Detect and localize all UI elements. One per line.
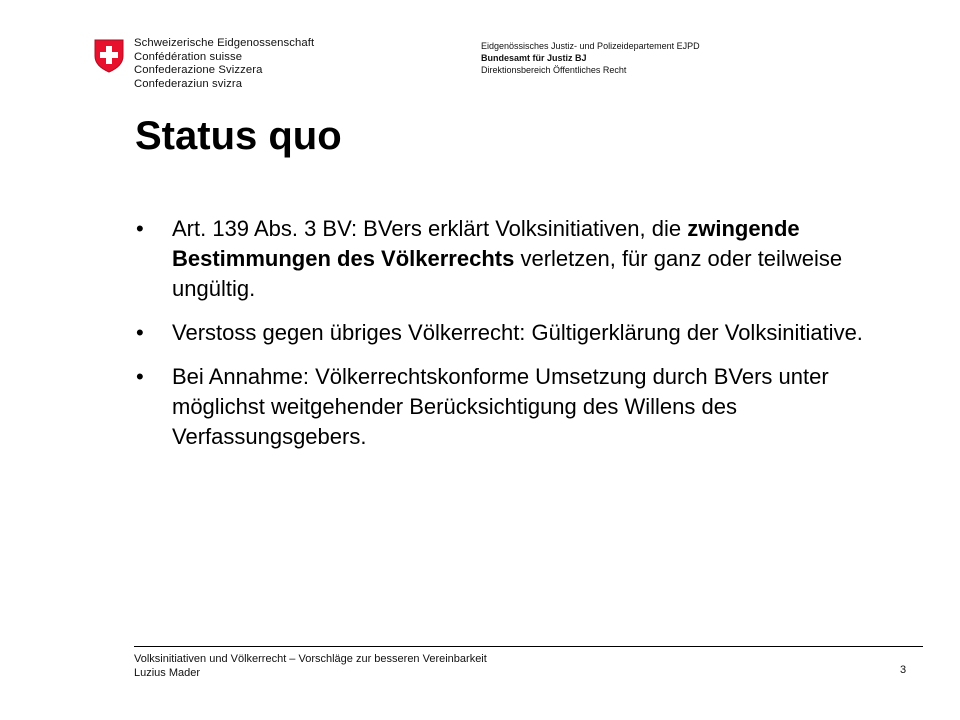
bullet-item-gueltigerklaerung [136,318,926,348]
bullet-list [136,214,926,466]
confederation-name-rm: Confederaziun svizra [134,77,243,90]
footer [134,652,487,680]
office-name: Bundesamt für Justiz BJ [481,53,587,63]
bullet-mark: • [136,320,144,345]
confederation-name-it: Confederazione Svizzera [134,64,263,76]
footer-title: Volksinitiativen und Völkerrecht – Vorschläge zur besseren Vereinbarkeit [134,653,487,665]
department-header [481,40,700,76]
bullet-text-end: verletzen, für ganz oder teilweise ungültig. [172,246,843,301]
department-name: Eidgenössisches Justiz- und Polizeidepartement EJPD [481,41,700,51]
footer-divider [134,646,923,647]
footer-author: Luzius Mader [134,667,201,679]
page-number: 3 [900,664,907,676]
confederation-names [134,37,314,91]
bullet-mark: • [136,216,144,241]
bullet-text: Verstoss gegen übriges Völkerrecht: Gültigerklärung der Volksinitiative. [172,320,863,345]
bullet-mark: • [136,364,144,389]
confederation-name-de: Schweizerische Eidgenossenschaft [134,37,315,49]
confederation-logo [94,37,344,95]
bullet-item-ungueltigkeit [136,214,926,304]
division-name: Direktionsbereich Öffentliches Recht [481,65,627,75]
bullet-text-start: Art. 139 Abs. 3 BV: BVers erklärt Volksinitiativen, die [172,216,688,241]
slide-title: Status quo [135,114,342,158]
bullet-text: Bei Annahme: Völkerrechtskonforme Umsetzung durch BVers unter möglichst weitgehender Berücksichtigung des Willens des Verfassungsgebers. [172,364,829,449]
confederation-name-fr: Confédération suisse [134,50,243,63]
swiss-coat-of-arms-icon [94,39,124,73]
bullet-item-umsetzung [136,362,926,452]
bullet-text-emphasis: zwingende Bestimmungen des Völkerrechts [172,216,800,271]
